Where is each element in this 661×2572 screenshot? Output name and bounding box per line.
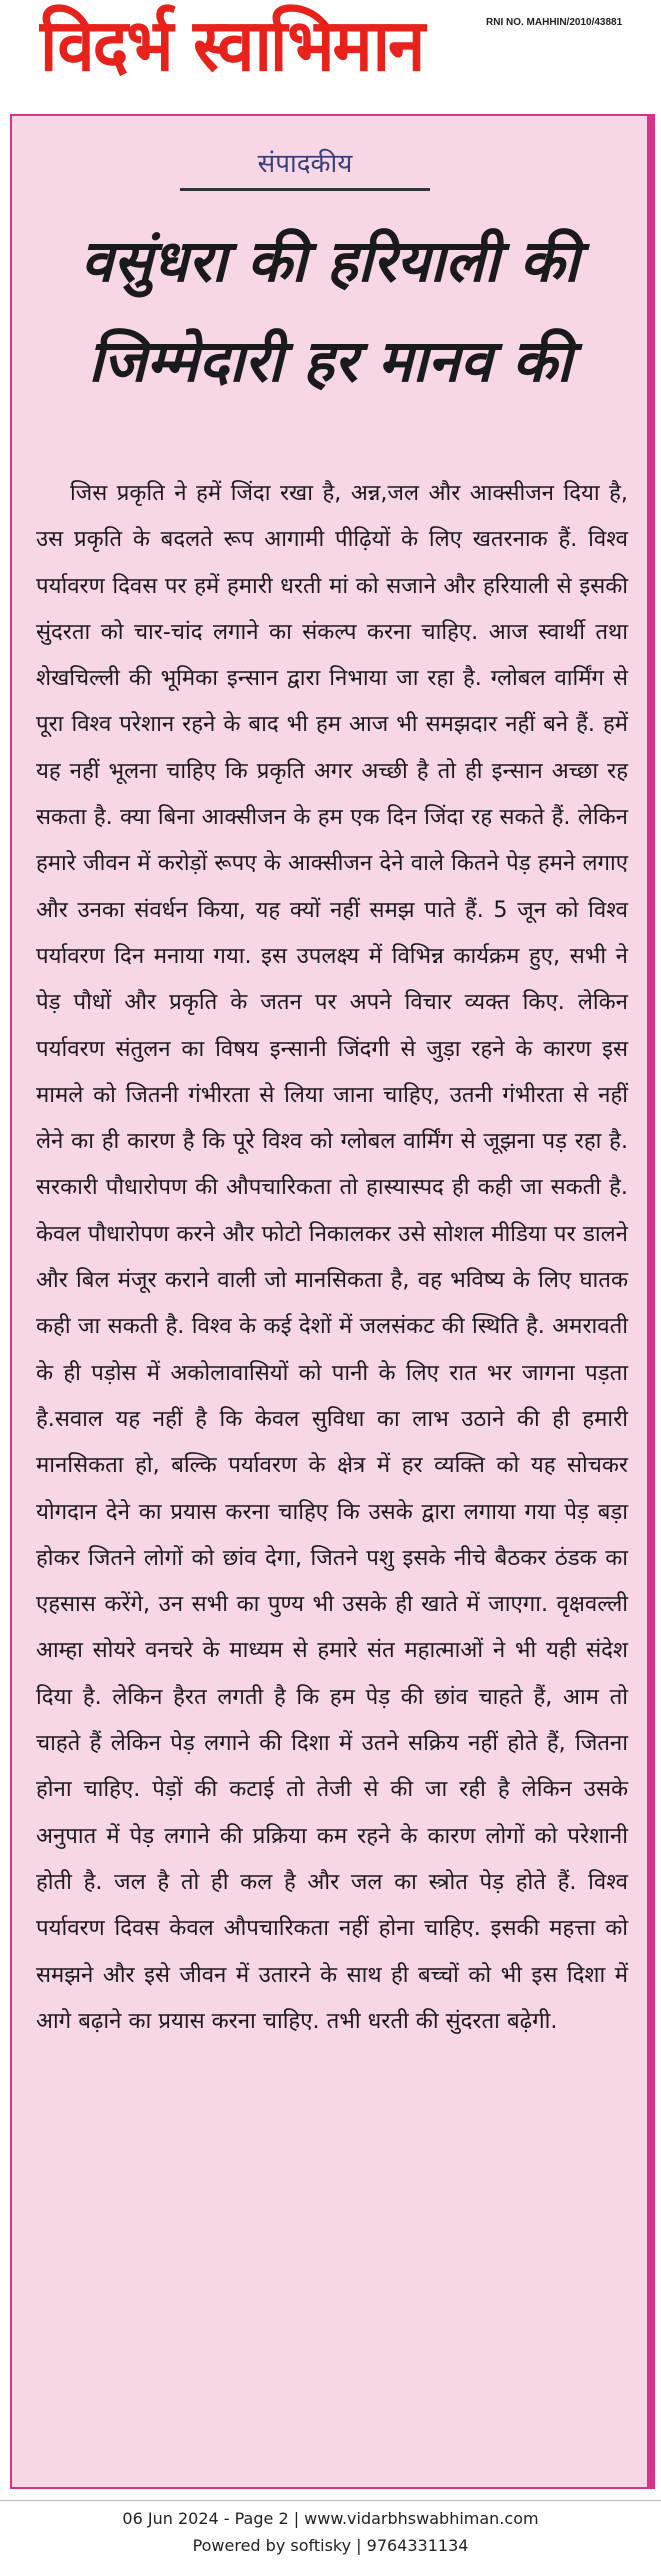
masthead	[0, 0, 661, 110]
headline-line-1: वसुंधरा की हरियाली की	[80, 227, 580, 295]
section-label: संपादकीय	[257, 149, 353, 179]
footer-credits: Powered by softisky | 9764331134	[192, 2536, 469, 2555]
article-body: जिस प्रकृति ने हमें जिंदा रखा है, अन्न,जल और आक्सीजन दिया है, उस प्रकृति के बदलते रूप आगामी पीढ़ियों के लिए खतरनाक हैं. विश्व पर्यावरण दिवस पर हमें हमारी धरती मां को सजाने और हरियाली से इसकी सुंदरता को चार-चांद लगाने का संकल्प करना चाहिए. आज स्वार्थी तथा शेखचिल्ली की भूमिका इन्सान द्वारा निभाया जा रहा है. ग्लोबल वार्मिंग से पूरा विश्व परेशान रहने के बाद भी हम आज भी समझदार नहीं बने हैं. हमें यह नहीं भूलना चाहिए कि प्रकृति अगर अच्छी है तो ही इन्सान अच्छा रह सकता है. क्या बिना आक्सीजन के हम एक दिन जिंदा रह सकते हैं. लेकिन हमारे जीवन में करोड़ों रूपए के आक्सीजन देने वाले कितने पेड़ हमने लगाए और उनका संवर्धन किया, यह क्यों नहीं समझ पाते हैं. 5 जून को विश्व पर्यावरण दिन मनाया गया. इस उपलक्ष्य में विभिन्न कार्यक्रम हुए, सभी ने पेड़ पौधों और प्रकृति के जतन पर अपने विचार व्यक्त किए. लेकिन पर्यावरण संतुलन का विषय इन्सानी जिंदगी से जुड़ा रहने के कारण इस मामले को जितनी गंभीरता से लिया जाना चाहिए, उतनी गंभीरता से नहीं लेने का ही कारण है कि पूरे विश्व को ग्लोबल वार्मिंग से जूझना पड़ रहा है. सरकारी पौधारोपण की औपचारिकता तो हास्यास्पद ही कही जा सकती है. केवल पौधारोपण करने और फोटो निकालकर उसे सोशल मीडिया पर डालने और बिल मंजूर कराने वाली जो मानसिकता है, वह भविष्य के लिए घातक कही जा सकती है. विश्व के कई देशों में जलसंकट की स्थिति है. अमरावती के ही पड़ोस में अकोलावासियों को पानी के लिए रात भर जागना पड़ता है.सवाल यह नहीं है कि केवल सुविधा का लाभ उठाने की ही हमारी मानसिकता हो, बल्कि पर्यावरण के क्षेत्र में हर व्यक्ति को यह सोचकर योगदान देने का प्रयास करना चाहिए कि उसके द्वारा लगाया गया पेड़ बड़ा होकर जितने लोगों को छांव देगा, जितने पशु इसके नीचे बैठकर ठंडक का एहसास करेंगे, उन सभी का पुण्य भी उसके ही खाते में जाएगा. वृक्षवल्ली आम्हा सोयरे वनचरे के माध्यम से हमारे संत महात्माओं ने भी यही संदेश दिया है. लेकिन हैरत लगती है कि हम पेड़ की छांव चाहते हैं, आम तो चाहते हैं लेकिन पेड़ लगाने की दिशा में उतने सक्रिय नहीं होते हैं, जितना होना चाहिए. पेड़ों की कटाई तो तेजी से की जा रही है लेकिन उसके अनुपात में पेड़ लगाने की प्रक्रिया कम रहने के कारण लोगों को परेशानी होती है. जल है तो ही कल है और जल का स्त्रोत पेड़ होते हैं. विश्व पर्यावरण दिवस केवल औपचारिकता नहीं होना चाहिए. इसकी महत्ता को समझने और इसे जीवन में उतारने के साथ ही बच्चों को भी इस दिशा में आगे बढ़ाने का प्रयास करना चाहिए. तभी धरती की सुंदरता बढ़ेगी.	[36, 480, 628, 2034]
footer-divider	[0, 2500, 661, 2501]
section-kicker	[180, 144, 430, 184]
headline-line-2: जिम्मेदारी हर मानव की	[88, 327, 572, 395]
panel-shadow-bar	[649, 114, 655, 2489]
rni-number: RNI NO. MAHHIN/2010/43881	[486, 17, 623, 28]
masthead-logo: विदर्भ स्वाभिमान	[40, 3, 424, 87]
footer-date-url: 06 Jun 2024 - Page 2 | www.vidarbhswabhiman.com	[122, 2509, 539, 2528]
section-underline	[180, 188, 430, 191]
